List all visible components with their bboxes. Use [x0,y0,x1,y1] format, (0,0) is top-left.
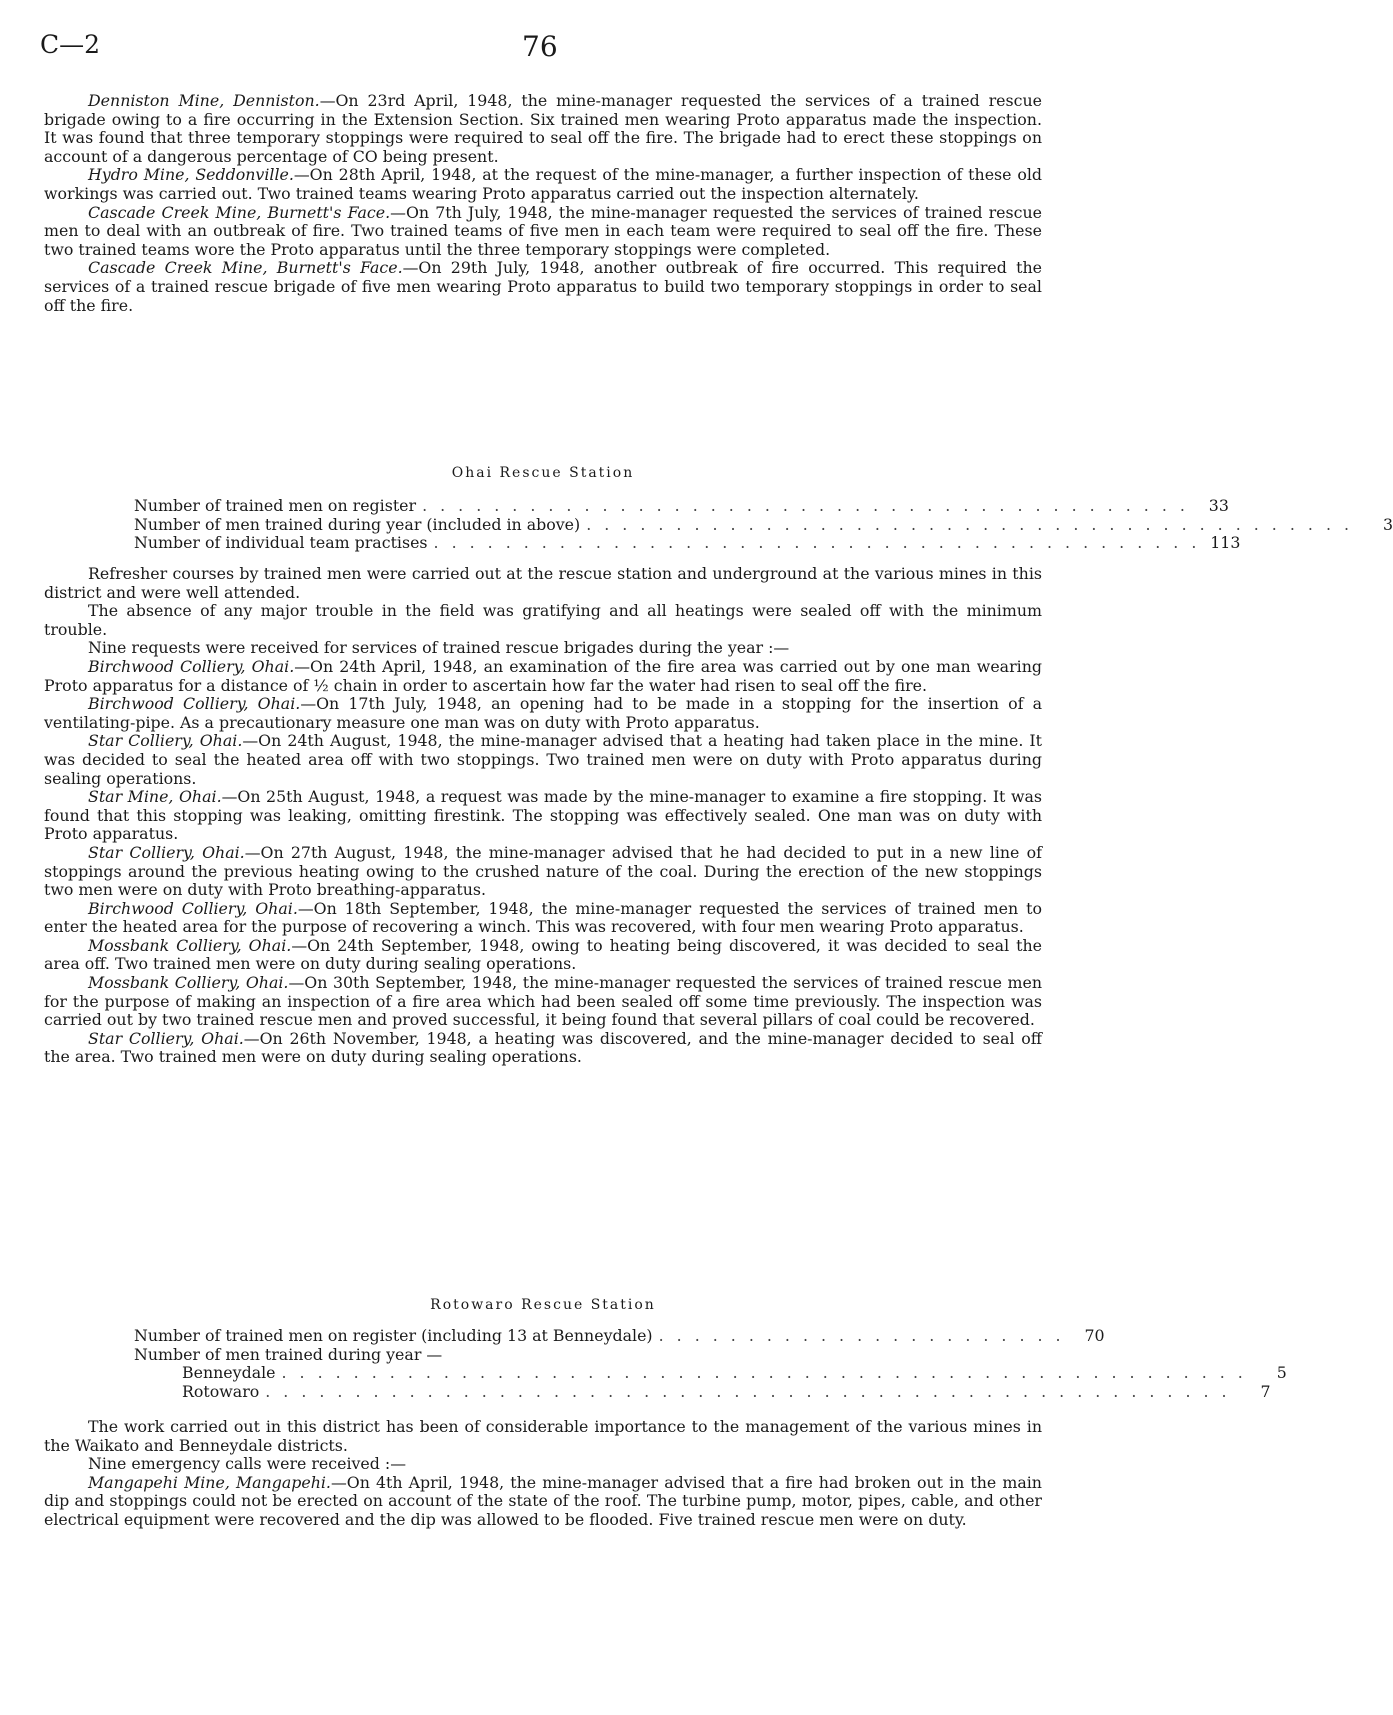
section-title-rotowaro: Rotowaro Rescue Station [430,1297,656,1313]
top-paragraphs [44,92,1042,315]
paragraph-title: Cascade Creek Mine, Burnett's Face. [88,258,403,278]
paragraph-title: Cascade Creek Mine, Burnett's Face. [88,202,391,222]
paragraph [44,166,1042,203]
paragraph [44,259,1042,315]
paragraph-text: —On 29th July, 1948, another outbreak of fire occurred. This required the services of a trained rescue brigade of five men wearing Proto apparatus to build two temporary stoppings in order to seal off the fire. [44,258,1042,315]
paragraph-title: Hydro Mine, Seddonville. [88,165,294,185]
stat-value: 33 [1208,496,1229,515]
stat-label: Benneydale [182,1363,276,1383]
paragraph [44,900,1042,937]
stat-row [134,496,1229,516]
stat-row [134,1381,1271,1402]
paragraph-title: Star Mine, Ohai. [88,787,222,807]
paragraph: Nine emergency calls were received :— [88,1454,407,1474]
rotowaro-heading-block [44,1296,1042,1315]
stat-label: Rotowaro [182,1381,260,1401]
paragraph-title: Mossbank Colliery, Ohai. [88,935,292,955]
stat-value: 113 [1210,533,1241,553]
stat-value: 7 [1260,1381,1271,1401]
paragraph [44,974,1042,1030]
leader-dots: . . . . . . . . . . . . . . . . . . . . . . . [658,1326,1065,1345]
paragraph-title: Star Colliery, Ohai. [88,1028,244,1048]
page-number: 76 [522,30,558,63]
leader-dots: . . . . . . . . . . . . . . . . . . . . . . . . . . . . . . . . . . . . . . . . . . . . . . . . . . . . . . [265,1381,1231,1401]
stat-value: 70 [1084,1326,1105,1345]
paragraph-title: Birchwood Colliery, Ohai. [88,898,298,918]
leader-dots: . . . . . . . . . . . . . . . . . . . . . . . . . . . . . . . . . . . . . . . . . . . [586,514,1354,534]
paragraph-title: Birchwood Colliery, Ohai. [88,656,295,676]
paragraph: Refresher courses by trained men were carried out at the rescue station and underground at the various mines in this district and were well attended. [44,564,1042,602]
paragraph [44,658,1042,695]
paragraph-text: —On 30th September, 1948, the mine-manager requested the services of trained rescue men for the purpose of making an inspection of a fire area which had been sealed off some time previously. The inspection was carried out by two trained rescue men and proved successful, it being found that several pillars of coal could be recovered. [44,973,1042,1030]
paragraph-text: —On 27th August, 1948, the mine-manager advised that he had decided to put in a new line of stoppings around the previous heating owing to the crushed nature of the coal. During the erection of the new stoppings two men were on duty with Proto breathing-apparatus. [44,842,1042,900]
ohai-stats [134,496,1393,553]
stat-value: 3 [1382,514,1393,534]
section-title-ohai: Ohai Rescue Station [451,465,635,481]
leader-dots: . . . . . . . . . . . . . . . . . . . . . . . . . . . . . . . . . . . . . . . . . . . [422,496,1189,515]
paragraph: The absence of any major trouble in the field was gratifying and all heatings were sealed off with the minimum trouble. [44,601,1042,639]
stat-row [134,1363,1287,1383]
paragraph [44,788,1042,844]
paragraph: The work carried out in this district has been of considerable importance to the management of the various mines in the Waikato and Benneydale districts. [44,1417,1042,1455]
paragraph-title: Mossbank Colliery, Ohai. [88,973,289,993]
paragraph-title: Birchwood Colliery, Ohai. [88,694,301,714]
ohai-body [44,565,1042,1067]
paragraph-text: —On 17th July, 1948, an opening had to be made in a stopping for the insertion of a ventilating-pipe. As a precautionary measure one man was on duty with Proto apparatus. [44,694,1042,732]
rotowaro-body [44,1418,1042,1530]
paragraph [44,1030,1042,1067]
paragraph-text: —On 24th April, 1948, an examination of the fire area was carried out by one man wearing Proto apparatus for a distance of ½ chain in order to ascertain how far the water had risen to seal off the fire. [44,656,1042,695]
stat-row [134,533,1241,553]
stat-row [134,514,1393,535]
paragraph-title: Denniston Mine, Denniston. [88,91,320,110]
paragraph-text: —On 23rd April, 1948, the mine-manager requested the services of a trained rescue brigade owing to a fire occurring in the Extension Section. Six trained men wearing Proto apparatus made the inspection. It was found that three temporary stoppings were required to seal off the fire. The brigade had to erect these stoppings on account of a dangerous percentage of CO being present. [44,91,1042,166]
paragraph-text: —On 28th April, 1948, at the request of the mine-manager, a further inspection of these old workings was carried out. Two trained teams wearing Proto apparatus carried out the inspection alternately. [44,165,1043,203]
paragraph-text: —On 24th September, 1948, owing to heating being discovered, it was decided to seal the area off. Two trained men were on duty during sealing operations. [44,935,1042,974]
stat-label: Number of men trained during year — [134,1344,443,1364]
ohai-heading-block [44,464,1042,483]
paragraph-text: —On 26th November, 1948, a heating was discovered, and the mine-manager decided to seal off the area. Two trained men were on duty during sealing operations. [44,1028,1042,1067]
paragraph-title: Star Colliery, Ohai. [88,842,245,862]
stat-label: Number of trained men on register [134,496,417,515]
paragraph-text: —On 4th April, 1948, the mine-manager advised that a fire had broken out in the main dip and stoppings could not be erected on account of the state of the roof. The turbine pump, motor, pipes, cable, and other electrical equipment were recovered and the dip was allowed to be flooded. Five trained rescue men were on duty. [44,1472,1042,1529]
stat-label: Number of trained men on register (including 13 at Benneydale) [134,1326,653,1345]
paragraph-title: Star Colliery, Ohai. [88,731,243,751]
paragraph [44,1474,1042,1530]
paragraph-title: Mangapehi Mine, Mangapehi. [88,1472,331,1492]
paragraph [44,92,1042,166]
paragraph: Nine requests were received for services of trained rescue brigades during the year :— [88,638,790,658]
stat-row [134,1346,940,1365]
paragraph [44,937,1042,974]
leader-dots: . . . . . . . . . . . . . . . . . . . . . . . . . . . . . . . . . . . . . . . . . . . [433,533,1201,553]
rotowaro-stats [134,1326,1287,1401]
paragraph [44,844,1042,900]
paragraph [44,732,1042,788]
stat-label: Number of individual team practises [134,533,428,553]
paragraph-text: —On 18th September, 1948, the mine-manager requested the services of trained men to enter the heated area for the purpose of recovering a winch. This was recovered, with four men wearing Proto apparatus. [44,898,1042,937]
stat-row [134,1326,1105,1346]
paragraph [44,695,1042,732]
paragraph-text: —On 24th August, 1948, the mine-manager advised that a heating had taken place in the mine. It was decided to seal the heated area off with two stoppings. Two trained men were on duty with Proto apparatus during sealing operations. [44,731,1042,788]
stat-value: 5 [1276,1363,1287,1383]
document-code: C—2 [40,30,101,59]
paragraph [44,204,1042,260]
paragraph-text: —On 7th July, 1948, the mine-manager requested the services of trained rescue men to deal with an outbreak of fire. Two trained teams of five men in each team were required to seal off the fire. These two trained teams wore the Proto apparatus until the three temporary stoppings were completed. [44,202,1042,259]
leader-dots: . . . . . . . . . . . . . . . . . . . . . . . . . . . . . . . . . . . . . . . . . . . . . . . . . . . . . . [281,1363,1247,1383]
stat-label: Number of men trained during year (included in above) [134,514,581,534]
paragraph-text: —On 25th August, 1948, a request was made by the mine-manager to examine a fire stopping. It was found that this stopping was leaking, omitting firestink. The stopping was effectively sealed. One man was on duty with Proto apparatus. [44,787,1042,844]
